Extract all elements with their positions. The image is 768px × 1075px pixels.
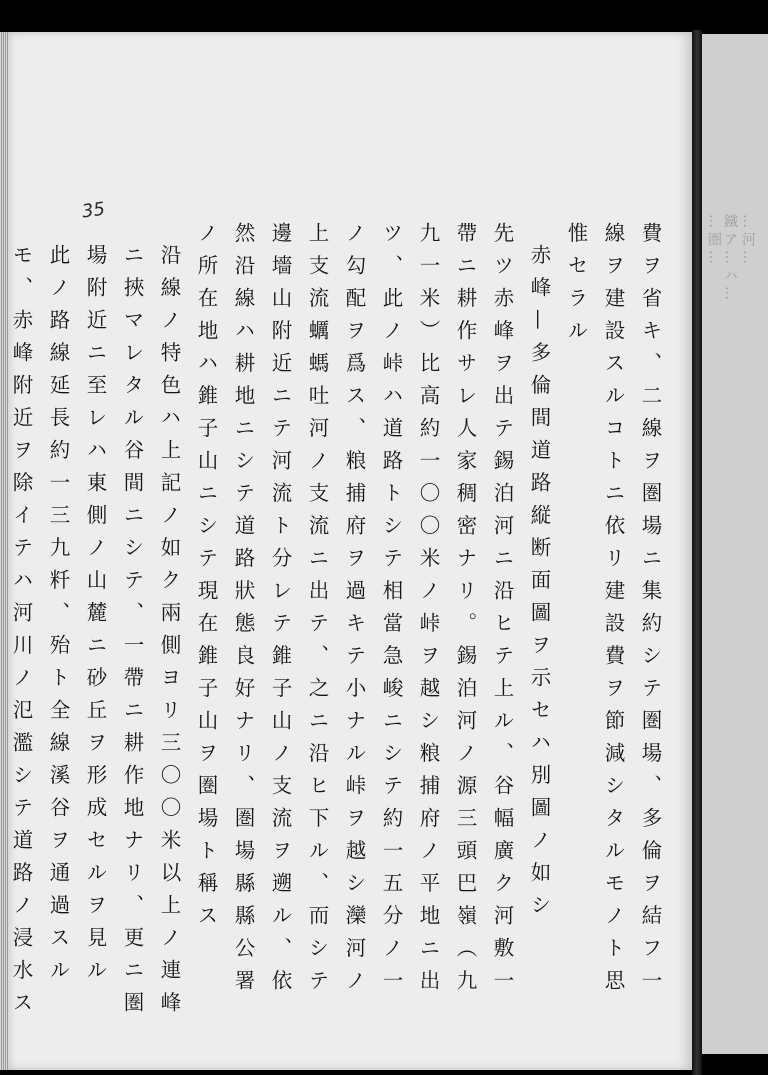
facing-page-edge	[702, 34, 768, 1054]
paragraph-1: 費ヲ省キ、二線ヲ圏場ニ集約シテ圏場、多倫ヲ結フ一線ヲ建設スルコトニ依リ建設費ヲ節減シタルモノト思惟セラル	[564, 222, 662, 1002]
book-gutter	[692, 30, 702, 1075]
paragraph-3: 先ツ赤峰ヲ出テ錫泊河ニ沿ヒテ上ル、谷幅廣ク河敷一帶ニ耕作サレ人家稠密ナリ。錫泊河ノ源三頭巴嶺（九九一米）比高約一〇〇米ノ峠ヲ越シ粮捕府ノ平地ニ出ツ、此ノ峠ハ道路トシテ相當急峻ニシテ約一五分ノ一ノ勾配ヲ爲ス、粮捕府ヲ過キテ小ナル峠ヲ越シ灤河ノ上支流蠣螞吐河ノ支流ニ出テ、之ニ沿ヒ下ル、而シテ邊墻山附近ニテ河流ト分レテ錐子山ノ支流ヲ遡ル、依然沿線ハ耕地ニシテ道路狀態良好ナリ、圏場縣縣公署ノ所在地ハ錐子山ニシテ現在錐子山ヲ圏場ト稱ス	[194, 222, 514, 1002]
facing-page-text-2: …河…	[740, 214, 756, 268]
facing-page-text-3: …圏…	[706, 214, 722, 268]
page-number: 35	[80, 198, 107, 223]
document-page	[8, 32, 692, 1070]
body-text	[9, 222, 668, 1032]
paragraph-4: 沿線ノ特色ハ上記ノ如ク兩側ヨリ三〇〇米以上ノ連峰ニ挾マレタル谷間ニシテ、一帶ニ耕作地ナリ、更ニ圏場附近ニ至レハ東側ノ山麓ニ砂丘ヲ形成セルヲ見ル	[83, 244, 181, 1024]
paragraph-2: 赤峰—多倫間道路縦断面圖ヲ示セハ別圖ノ如シ	[527, 244, 551, 927]
facing-page-text-1: 鐵ア…ハ…	[722, 214, 738, 304]
paragraph-5: 此ノ路線延長約一三九粁、殆ト全線溪谷ヲ通過スルモ、赤峰附近ヲ除イテハ河川ノ氾濫シテ道路ノ浸水ス	[9, 244, 70, 1024]
